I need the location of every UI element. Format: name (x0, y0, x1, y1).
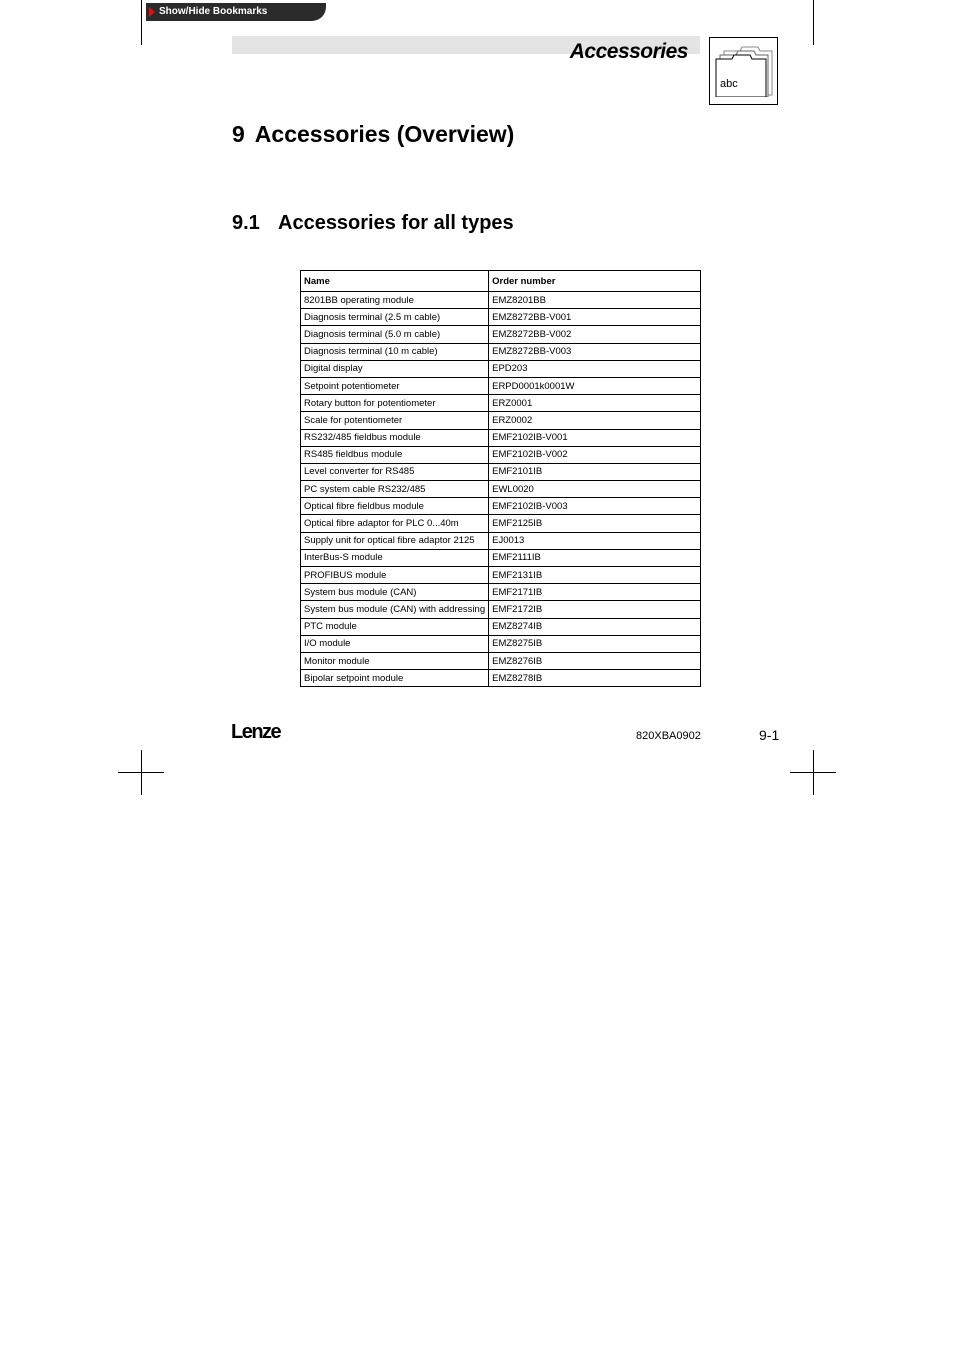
chapter-title: Accessories (Overview) (254, 121, 515, 147)
accessory-name-cell: Level converter for RS485 (301, 463, 489, 480)
page-number: 9-1 (759, 727, 780, 743)
order-number-cell: EMZ8272BB-V001 (489, 309, 701, 326)
order-number-cell: EMZ8275IB (489, 635, 701, 652)
crop-mark (118, 772, 164, 773)
accessory-name-cell: System bus module (CAN) with addressing (301, 601, 489, 618)
order-number-cell: EMZ8272BB-V003 (489, 343, 701, 360)
accessory-name-cell: I/O module (301, 635, 489, 652)
order-number-cell: EJ0013 (489, 532, 701, 549)
accessory-name-cell: PROFIBUS module (301, 567, 489, 584)
arrow-right-icon (149, 7, 155, 17)
accessory-name-cell: Rotary button for potentiometer (301, 395, 489, 412)
section-number: 9.1 (232, 212, 260, 234)
accessory-name-cell: PC system cable RS232/485 (301, 481, 489, 498)
order-number-cell: EMF2171IB (489, 584, 701, 601)
order-number-cell: EMF2172IB (489, 601, 701, 618)
bookmarks-label: Show/Hide Bookmarks (159, 6, 268, 17)
accessory-name-cell: Diagnosis terminal (5.0 m cable) (301, 326, 489, 343)
accessory-name-cell: 8201BB operating module (301, 292, 489, 309)
chapter-number: 9 (232, 121, 245, 147)
order-number-cell: EMF2102IB-V002 (489, 446, 701, 463)
crop-mark (141, 0, 142, 45)
order-number-cell: EMF2102IB-V003 (489, 498, 701, 515)
table-row (301, 326, 701, 343)
table-row (301, 412, 701, 429)
table-body (301, 292, 701, 687)
table-row (301, 515, 701, 532)
order-number-cell: ERPD0001k0001W (489, 377, 701, 394)
accessory-name-cell: Setpoint potentiometer (301, 377, 489, 394)
table-row (301, 532, 701, 549)
section-title: Accessories for all types (278, 212, 514, 234)
table-row (301, 635, 701, 652)
accessory-name-cell: PTC module (301, 618, 489, 635)
order-number-cell: EMZ8272BB-V002 (489, 326, 701, 343)
order-number-cell: EMZ8278IB (489, 670, 701, 687)
accessory-name-cell: Optical fibre adaptor for PLC 0...40m (301, 515, 489, 532)
accessory-name-cell: Supply unit for optical fibre adaptor 2125 (301, 532, 489, 549)
order-number-cell: EMF2101IB (489, 463, 701, 480)
order-number-cell: EMF2111IB (489, 549, 701, 566)
order-number-cell: EMF2125IB (489, 515, 701, 532)
accessory-name-cell: RS232/485 fieldbus module (301, 429, 489, 446)
table-row (301, 498, 701, 515)
table-row (301, 567, 701, 584)
table-row (301, 446, 701, 463)
table-row (301, 670, 701, 687)
table-row (301, 584, 701, 601)
table-row (301, 377, 701, 394)
table-header-row (301, 271, 701, 292)
order-number-cell: EMF2102IB-V001 (489, 429, 701, 446)
folder-label: abc (720, 78, 738, 90)
table-row (301, 549, 701, 566)
accessory-name-cell: RS485 fieldbus module (301, 446, 489, 463)
order-number-cell: EMZ8201BB (489, 292, 701, 309)
column-header-name: Name (301, 271, 489, 292)
table-row (301, 618, 701, 635)
table-row (301, 395, 701, 412)
table-row (301, 292, 701, 309)
accessory-name-cell: Optical fibre fieldbus module (301, 498, 489, 515)
accessory-name-cell: InterBus-S module (301, 549, 489, 566)
table-row (301, 309, 701, 326)
table-row (301, 429, 701, 446)
order-number-cell: EWL0020 (489, 481, 701, 498)
table-row (301, 652, 701, 669)
accessories-table (300, 270, 701, 687)
order-number-cell: ERZ0001 (489, 395, 701, 412)
folder-tab-box (709, 37, 778, 105)
table-row (301, 481, 701, 498)
accessory-name-cell: Scale for potentiometer (301, 412, 489, 429)
crop-mark (790, 772, 836, 773)
accessory-name-cell: Monitor module (301, 652, 489, 669)
lenze-logo: Lenze (231, 721, 281, 743)
accessory-name-cell: Diagnosis terminal (2.5 m cable) (301, 309, 489, 326)
show-hide-bookmarks-button[interactable] (146, 3, 326, 21)
table-row (301, 463, 701, 480)
section-heading (232, 212, 514, 235)
table-row (301, 601, 701, 618)
accessory-name-cell: Bipolar setpoint module (301, 670, 489, 687)
order-number-cell: EMF2131IB (489, 567, 701, 584)
chapter-heading (232, 121, 514, 148)
order-number-cell: EMZ8276IB (489, 652, 701, 669)
order-number-cell: EPD203 (489, 360, 701, 377)
crop-mark (813, 0, 814, 45)
column-header-order-number: Order number (489, 271, 701, 292)
accessory-name-cell: System bus module (CAN) (301, 584, 489, 601)
document-code: 820XBA0902 (636, 730, 701, 742)
accessory-name-cell: Digital display (301, 360, 489, 377)
order-number-cell: EMZ8274IB (489, 618, 701, 635)
table-row (301, 360, 701, 377)
accessory-name-cell: Diagnosis terminal (10 m cable) (301, 343, 489, 360)
header-title: Accessories (569, 40, 688, 63)
table-row (301, 343, 701, 360)
order-number-cell: ERZ0002 (489, 412, 701, 429)
